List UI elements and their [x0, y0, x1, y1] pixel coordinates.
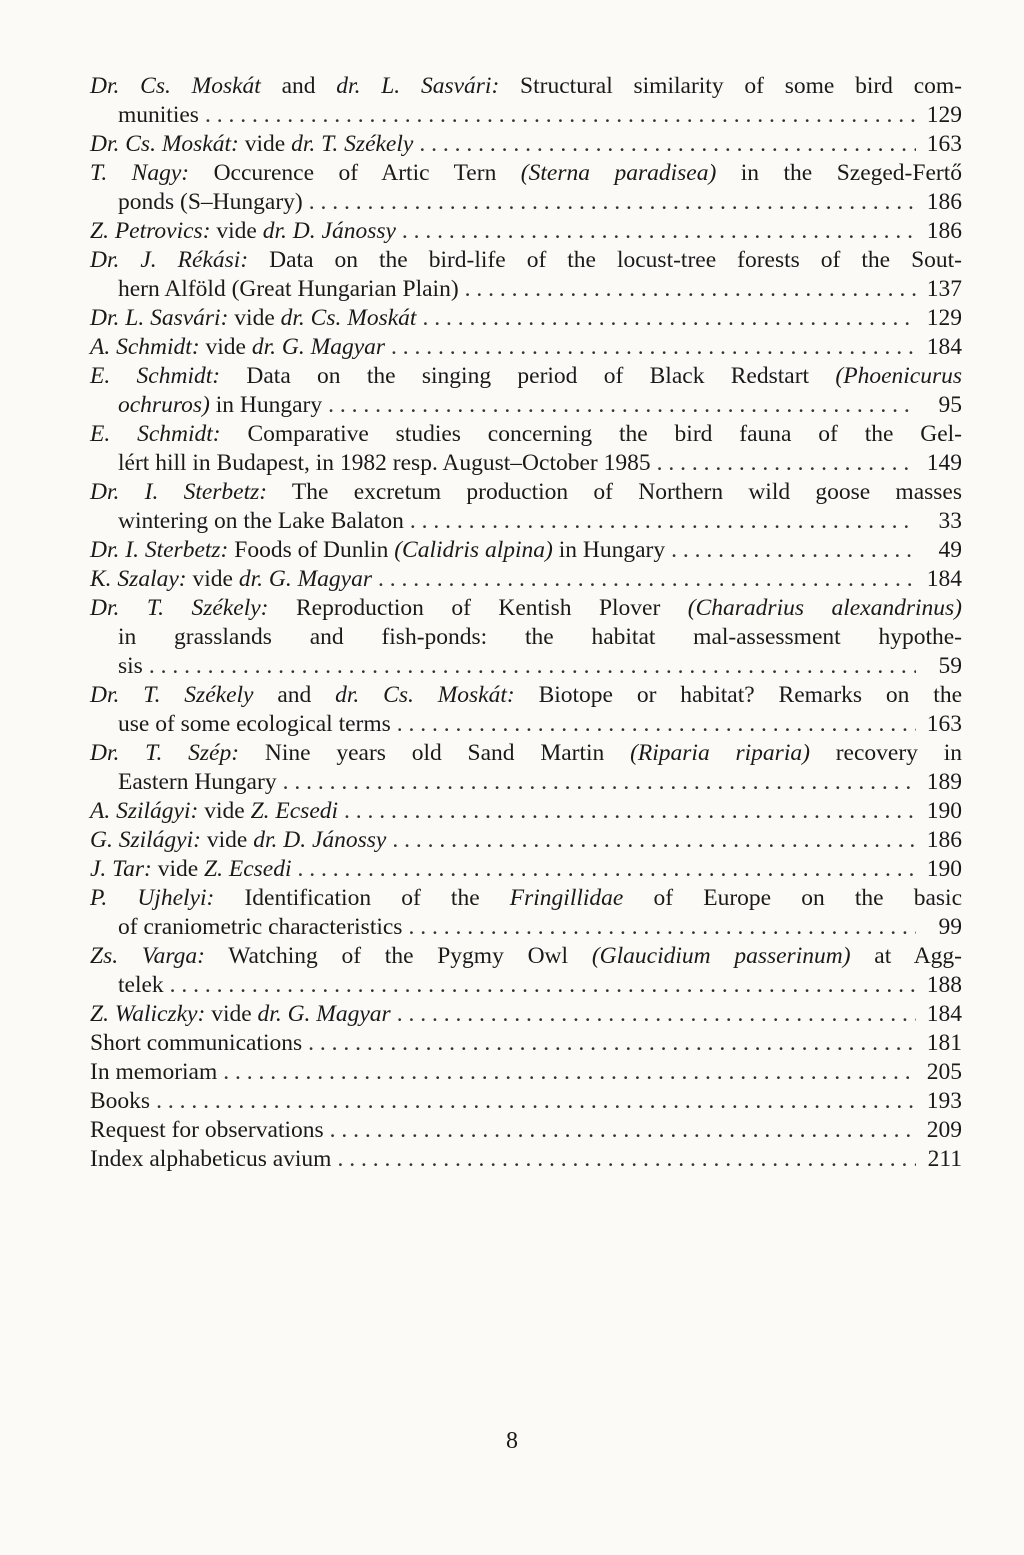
- toc-entry-line: [90, 855, 962, 884]
- toc-entry-line: [90, 478, 962, 507]
- toc-entry-italic-text: dr. G. Magyar: [257, 1001, 391, 1027]
- toc-entry-text: vide: [228, 305, 281, 331]
- toc-entry-page: 129: [926, 305, 962, 331]
- toc-entry-text: Identification of the: [214, 885, 510, 911]
- toc-entry-line: [90, 797, 962, 826]
- toc-entry-italic-text: K. Szalay:: [90, 566, 187, 592]
- dot-leader: [205, 101, 916, 130]
- toc-entry-text: ponds (S–Hungary): [118, 189, 303, 215]
- toc-entry-text: vide: [238, 131, 292, 157]
- toc-entry-line: [90, 594, 962, 623]
- toc-entry-italic-text: dr. T. Székely: [291, 131, 414, 157]
- toc-entry-text: recovery in: [809, 740, 962, 766]
- toc-entry-italic-text: (Charadrius alexandrinus): [687, 595, 962, 621]
- dot-leader: [671, 536, 916, 565]
- dot-leader: [149, 652, 916, 681]
- dot-leader: [392, 826, 916, 855]
- toc-entry-text: Index alphabeticus avium: [90, 1146, 332, 1172]
- toc-entry-text: in Hungary: [209, 392, 323, 418]
- toc-entry-page: 193: [926, 1088, 962, 1114]
- toc-entry-italic-text: Z. Ecsedi: [204, 856, 292, 882]
- toc-entry: [90, 1058, 962, 1087]
- toc-entry-page: 186: [926, 827, 962, 853]
- dot-leader: [283, 768, 916, 797]
- toc-entry-page: 99: [938, 914, 962, 940]
- toc-entry-text: vide: [205, 1001, 258, 1027]
- toc-entry: [90, 565, 962, 594]
- toc-entry-line: [90, 913, 962, 942]
- toc-entry-italic-text: G. Szilágyi:: [90, 827, 201, 853]
- toc-entry-page: 49: [938, 537, 962, 563]
- toc-entry-italic-text: (Glaucidium passerinum): [591, 943, 851, 969]
- dot-leader: [170, 971, 916, 1000]
- toc-entry: [90, 1000, 962, 1029]
- toc-entry: [90, 594, 962, 681]
- toc-entry-line: [90, 536, 962, 565]
- toc-entry-text: of craniometric characteristics: [118, 914, 403, 940]
- dot-leader: [422, 304, 916, 333]
- toc-entry-page: 59: [938, 653, 962, 679]
- toc-entry-text: of Europe on the basic: [623, 885, 962, 911]
- toc-entry-text: Reproduction of Kentish Plover: [268, 595, 688, 621]
- toc-entry-italic-text: dr. L. Sasvári:: [336, 73, 500, 99]
- toc-entry-line: [90, 420, 962, 449]
- dot-leader: [328, 391, 916, 420]
- toc-entry-line: [90, 565, 962, 594]
- toc-entry-page: 190: [926, 798, 962, 824]
- toc-entry-text: Nine years old Sand Martin: [239, 740, 631, 766]
- toc-entry-italic-text: T. Nagy:: [90, 160, 190, 186]
- toc-entry-line: [90, 188, 962, 217]
- toc-entry-page: 163: [926, 711, 962, 737]
- toc-entry-italic-text: Dr. Cs. Moskát:: [90, 131, 239, 157]
- toc-entry-italic-text: dr. Cs. Moskát:: [335, 682, 515, 708]
- toc-entry-page: 209: [926, 1117, 962, 1143]
- toc-entry-page: 163: [926, 131, 962, 157]
- toc-entry-line: [90, 72, 962, 101]
- toc-entry-line: [90, 652, 962, 681]
- toc-entry-line: [90, 449, 962, 478]
- toc-entry-text: Biotope or habitat? Remarks on the: [514, 682, 962, 708]
- toc-entry-italic-text: dr. Cs. Moskát: [280, 305, 417, 331]
- toc-entry-line: [90, 826, 962, 855]
- toc-entry-page: 33: [938, 508, 962, 534]
- toc-entry-italic-text: dr. D. Jánossy: [262, 218, 396, 244]
- dot-leader: [344, 797, 916, 826]
- toc-entry-page: 184: [926, 1001, 962, 1027]
- toc-entry-italic-text: Z. Ecsedi: [250, 798, 339, 824]
- toc-entry-italic-text: A. Szilágyi:: [90, 798, 199, 824]
- toc-entry: [90, 217, 962, 246]
- toc-entry-text: Data on the bird-life of the locust-tree forests of the Sout-: [248, 247, 962, 273]
- dot-leader: [419, 130, 916, 159]
- toc-entry-text: munities: [118, 102, 199, 128]
- dot-leader: [410, 507, 916, 536]
- toc-entry-text: vide: [198, 798, 251, 824]
- toc-entry-line: [90, 130, 962, 159]
- dot-leader: [309, 188, 916, 217]
- toc-entry: [90, 536, 962, 565]
- toc-entry-text: Comparative studies concerning the bird fauna of the Gel-: [220, 421, 962, 447]
- toc-entry-italic-text: (Phoenicurus: [835, 363, 963, 389]
- toc-entry-line: [90, 507, 962, 536]
- toc-entry: [90, 884, 962, 942]
- toc-entry-italic-text: (Sterna paradisea): [520, 160, 717, 186]
- toc-entry-italic-text: Dr. T. Szép:: [90, 740, 240, 766]
- toc-entry-text: Structural similarity of some bird com-: [499, 73, 962, 99]
- toc-entry-line: [90, 768, 962, 797]
- toc-entry-italic-text: E. Schmidt:: [90, 363, 221, 389]
- toc-entry: [90, 1145, 962, 1174]
- toc-entry-italic-text: J. Tar:: [90, 856, 152, 882]
- dot-leader: [465, 275, 916, 304]
- toc-entry-page: 129: [926, 102, 962, 128]
- toc-entry-text: vide: [151, 856, 205, 882]
- toc-entry-italic-text: A. Schmidt:: [90, 334, 200, 360]
- toc-entry-page: 184: [926, 566, 962, 592]
- toc-entry-text: Occurence of Artic Tern: [189, 160, 521, 186]
- toc-entry: [90, 333, 962, 362]
- toc-entry-text: vide: [186, 566, 239, 592]
- toc-entry-text: vide: [200, 827, 254, 853]
- toc-entry-page: 184: [926, 334, 962, 360]
- toc-entry-text: in the Szeged-Fertő: [716, 160, 962, 186]
- toc-entry-text: The excretum production of Northern wild goose masses: [267, 479, 962, 505]
- toc-entry-text: vide: [199, 334, 252, 360]
- toc-entry-page: 189: [926, 769, 962, 795]
- toc-entry-page: 188: [926, 972, 962, 998]
- dot-leader: [397, 1000, 916, 1029]
- toc-entry-italic-text: Dr. I. Sterbetz:: [90, 537, 229, 563]
- toc-entry-italic-text: Z. Waliczky:: [90, 1001, 206, 1027]
- toc-entry-italic-text: Fringillidae: [509, 885, 624, 911]
- toc-entry: [90, 159, 962, 217]
- dot-leader: [223, 1058, 916, 1087]
- toc-entry-line: [90, 304, 962, 333]
- toc-entry-italic-text: P. Ujhelyi:: [90, 885, 215, 911]
- toc-entry: [90, 1087, 962, 1116]
- toc-entry-line: [90, 1087, 962, 1116]
- toc-entry-italic-text: Dr. Cs. Moskát: [90, 73, 261, 99]
- toc-entry-line: [90, 739, 962, 768]
- toc-entry-line: [90, 1116, 962, 1145]
- dot-leader: [397, 710, 916, 739]
- toc-entry-italic-text: Dr. L. Sasvári:: [90, 305, 229, 331]
- toc-entry-text: hern Alföld (Great Hungarian Plain): [118, 276, 459, 302]
- toc-entry: [90, 420, 962, 478]
- toc-entry-line: [90, 275, 962, 304]
- page-number: 8: [506, 1428, 518, 1454]
- toc-entry: [90, 797, 962, 826]
- toc-entry-line: [90, 623, 962, 652]
- toc-entry: [90, 1116, 962, 1145]
- dot-leader: [337, 1145, 916, 1174]
- toc-entry: [90, 72, 962, 130]
- dot-leader: [378, 565, 916, 594]
- toc-entry-line: [90, 246, 962, 275]
- toc-entry-line: [90, 1029, 962, 1058]
- dot-leader: [391, 333, 916, 362]
- toc-entry-italic-text: dr. G. Magyar: [251, 334, 386, 360]
- toc-entry-text: and: [253, 682, 336, 708]
- dot-leader: [308, 1029, 916, 1058]
- toc-entry: [90, 826, 962, 855]
- toc-entry-italic-text: Dr. T. Székely:: [90, 595, 269, 621]
- toc-entry-text: Books: [90, 1088, 151, 1114]
- toc-entry-page: 205: [926, 1059, 962, 1085]
- table-of-contents: [90, 72, 962, 1174]
- toc-entry-italic-text: E. Schmidt:: [90, 421, 221, 447]
- toc-entry-text: In memoriam: [90, 1059, 218, 1085]
- toc-entry-text: Foods of Dunlin: [228, 537, 395, 563]
- toc-entry-italic-text: (Riparia riparia): [630, 740, 810, 766]
- toc-entry-text: sis: [118, 653, 143, 679]
- toc-entry: [90, 855, 962, 884]
- dot-leader: [330, 1116, 916, 1145]
- toc-entry: [90, 681, 962, 739]
- toc-entry-line: [90, 710, 962, 739]
- toc-entry-italic-text: (Calidris alpina): [394, 537, 553, 563]
- toc-entry-italic-text: Dr. I. Sterbetz:: [90, 479, 268, 505]
- toc-entry-text: vide: [210, 218, 263, 244]
- toc-entry-text: at Agg-: [850, 943, 962, 969]
- toc-entry-italic-text: Dr. T. Székely: [90, 682, 254, 708]
- toc-entry: [90, 739, 962, 797]
- toc-entry: [90, 130, 962, 159]
- toc-entry: [90, 246, 962, 304]
- toc-entry-page: 181: [926, 1030, 962, 1056]
- toc-entry-text: and: [260, 73, 337, 99]
- dot-leader: [402, 217, 916, 246]
- toc-entry: [90, 304, 962, 333]
- toc-entry-line: [90, 884, 962, 913]
- toc-entry: [90, 942, 962, 1000]
- toc-entry-text: Short communications: [90, 1030, 303, 1056]
- toc-entry-page: 211: [927, 1146, 962, 1172]
- toc-entry-line: [90, 333, 962, 362]
- toc-entry-page: 95: [938, 392, 962, 418]
- toc-entry-italic-text: Z. Petrovics:: [90, 218, 211, 244]
- toc-entry-page: 186: [926, 189, 962, 215]
- toc-entry-line: [90, 1145, 962, 1174]
- toc-entry-text: in Hungary: [552, 537, 666, 563]
- toc-entry-italic-text: ochruros): [118, 392, 210, 418]
- toc-entry: [90, 362, 962, 420]
- toc-entry-line: [90, 1000, 962, 1029]
- toc-entry-page: 186: [926, 218, 962, 244]
- toc-entry-text: use of some ecological terms: [118, 711, 391, 737]
- toc-entry-page: 149: [926, 450, 962, 476]
- toc-entry-text: telek: [118, 972, 164, 998]
- toc-entry-line: [90, 362, 962, 391]
- toc-entry: [90, 478, 962, 536]
- toc-entry-text: Data on the singing period of Black Redstart: [220, 363, 836, 389]
- toc-entry-line: [90, 391, 962, 420]
- toc-entry-line: [90, 1058, 962, 1087]
- toc-entry-line: [90, 681, 962, 710]
- toc-entry-text: Watching of the Pygmy Owl: [204, 943, 592, 969]
- toc-entry-italic-text: dr. G. Magyar: [238, 566, 372, 592]
- toc-entry-line: [90, 159, 962, 188]
- toc-entry-line: [90, 942, 962, 971]
- dot-leader: [408, 913, 916, 942]
- dot-leader: [156, 1087, 916, 1116]
- toc-entry-italic-text: Zs. Varga:: [90, 943, 205, 969]
- dot-leader: [657, 449, 916, 478]
- toc-entry-page: 190: [926, 856, 962, 882]
- toc-entry-page: 137: [926, 276, 962, 302]
- toc-entry-line: [90, 217, 962, 246]
- toc-entry-italic-text: Dr. J. Rékási:: [90, 247, 249, 273]
- toc-entry-text: Request for observations: [90, 1117, 324, 1143]
- toc-entry-text: lért hill in Budapest, in 1982 resp. August–October 1985: [118, 450, 651, 476]
- toc-entry-italic-text: dr. D. Jánossy: [253, 827, 387, 853]
- toc-entry-line: [90, 101, 962, 130]
- toc-entry-text: wintering on the Lake Balaton: [118, 508, 404, 534]
- toc-entry-text: Eastern Hungary: [118, 769, 277, 795]
- toc-entry-text: in grasslands and fish-ponds: the habitat mal-assessment hypothe-: [118, 624, 962, 650]
- dot-leader: [298, 855, 916, 884]
- toc-entry: [90, 1029, 962, 1058]
- toc-entry-line: [90, 971, 962, 1000]
